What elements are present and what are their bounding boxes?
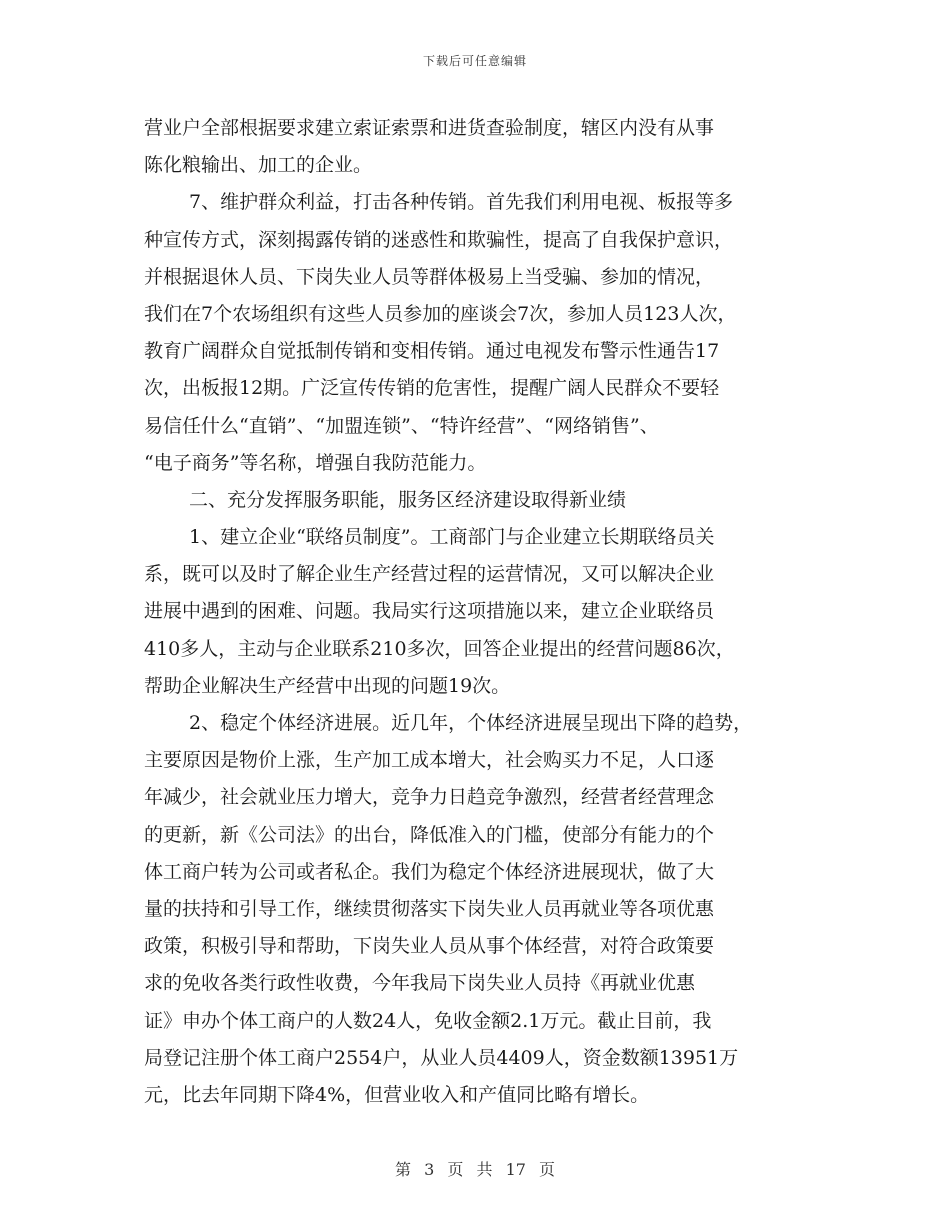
footer-total-unit: 页 — [539, 1160, 556, 1179]
page-header: 下载后可任意编辑 — [422, 54, 527, 68]
body-line: 量的扶持和引导工作，继续贯彻落实下岗失业人员再就业等各项优惠 — [144, 897, 715, 920]
body-line: 次，出板报12期。广泛宣传传销的危害性，提醒广阔人民群众不要轻 — [144, 377, 720, 400]
body-line: 政策，积极引导和帮助，下岗失业人员从事个体经营，对符合政策要 — [144, 935, 715, 958]
body-line: 易信任什么“直销”、“加盟连锁”、“特许经营”、“网络销售”、 — [144, 414, 659, 437]
section-heading: 二、充分发挥服务职能，服务区经济建设取得新业绩 — [189, 488, 627, 511]
body-line: 求的免收各类行政性收费，今年我局下岗失业人员持《再就业优惠 — [144, 972, 696, 995]
body-line: 并根据退休人员、下岗失业人员等群体极易上当受骗、参加的情况， — [144, 265, 715, 288]
footer-page-label: 第 — [394, 1160, 411, 1179]
body-line: 的更新，新《公司法》的出台，降低准入的门槛，使部分有能力的个 — [144, 823, 715, 846]
body-line: “电子商务”等名称，增强自我防范能力。 — [144, 451, 487, 474]
body-line: 陈化粮输出、加工的企业。 — [144, 154, 373, 177]
body-line: 主要原因是物价上涨，生产加工成本增大，社会购买力不足，人口逐 — [144, 749, 715, 772]
footer-page-number: 3 — [424, 1160, 435, 1179]
body-line: 营业户全部根据要求建立索证索票和进货查验制度，辖区内没有从事 — [144, 117, 715, 139]
footer-page-unit: 页 — [447, 1160, 464, 1179]
body-line: 帮助企业解决生产经营中出现的问题19次。 — [144, 674, 511, 697]
body-line: 证》申办个体工商户的人数24人，免收金额2.1万元。截止目前，我 — [144, 1009, 712, 1032]
body-line: 410多人，主动与企业联系210多次，回答企业提出的经营问题86次， — [144, 637, 735, 660]
paragraph-start-line: 7、维护群众利益，打击各种传销。首先我们利用电视、板报等多 — [189, 191, 734, 214]
document-body — [144, 110, 834, 1114]
body-line: 种宣传方式，深刻揭露传销的迷惑性和欺骗性，提高了自我保护意识， — [144, 228, 734, 251]
body-line: 局登记注册个体工商户2554户，从业人员4409人，资金数额13951万 — [144, 1046, 739, 1069]
footer-total-label: 共 — [476, 1160, 493, 1179]
footer-total-pages: 17 — [505, 1160, 526, 1179]
body-line: 年减少，社会就业压力增大，竞争力日趋竞争激烈，经营者经营理念 — [144, 786, 715, 809]
body-line: 我们在7个农场组织有这些人员参加的座谈会7次，参加人员123人次， — [144, 302, 737, 325]
paragraph-start-line: 2、稳定个体经济进展。近几年，个体经济进展呈现出下降的趋势， — [189, 712, 753, 734]
paragraph-start-line: 1、建立企业“联络员制度”。工商部门与企业建立长期联络员关 — [189, 526, 715, 549]
body-line: 教育广阔群众自觉抵制传销和变相传销。通过电视发布警示性通告17 — [144, 340, 720, 363]
body-line: 体工商户转为公司或者私企。我们为稳定个体经济进展现状，做了大 — [144, 860, 715, 883]
page-footer — [0, 1157, 950, 1180]
body-line: 进展中遇到的困难、问题。我局实行这项措施以来，建立企业联络员 — [144, 600, 715, 623]
body-line: 系，既可以及时了解企业生产经营过程的运营情况，又可以解决企业 — [144, 563, 715, 586]
body-line: 元，比去年同期下降4%，但营业收入和产值同比略有增长。 — [144, 1083, 650, 1106]
